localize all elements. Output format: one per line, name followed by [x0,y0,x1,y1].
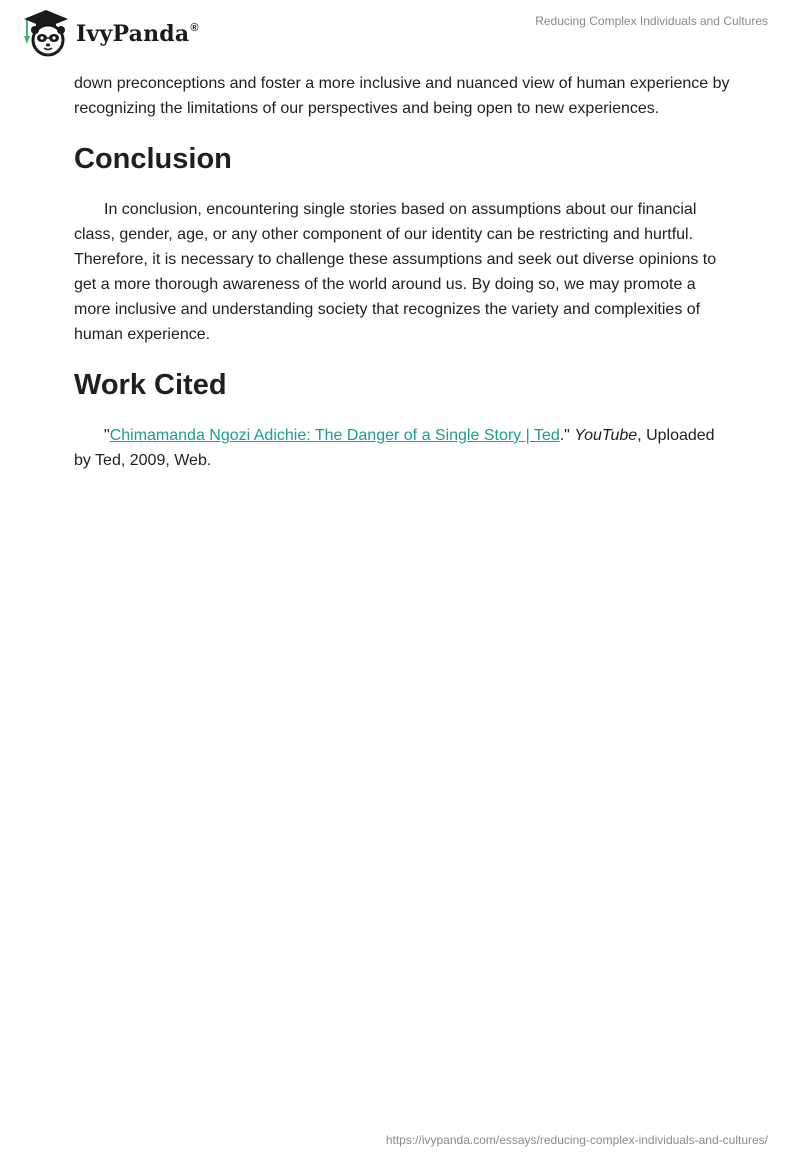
page-header [0,0,800,62]
panda-graduate-icon [16,8,76,58]
citation-link[interactable]: Chimamanda Ngozi Adichie: The Danger of a Single Story | Ted [109,427,560,444]
citation-close-quote: ." [559,427,575,444]
conclusion-paragraph: In conclusion, encountering single stories based on assumptions about our financial class, gender, age, or any other component of our identity can be restricting and hurtful. Therefore, it is necessary to challenge these assumptions and seek out diverse opinions to get a more thorough awareness of the world around us. By doing so, we may promote a more inclusive and understanding society that recognizes the variety and complexities of human experience. [74,201,717,343]
document-running-title: Reducing Complex Individuals and Cultures [535,14,768,28]
registered-mark: ® [190,22,199,34]
page-footer-url[interactable]: https://ivypanda.com/essays/reducing-complex-individuals-and-cultures/ [385,1133,768,1147]
conclusion-heading: Conclusion [74,143,232,175]
essay-content [74,71,734,473]
ivypanda-logo[interactable] [16,8,199,58]
citation-entry [74,423,734,473]
intro-paragraph: down preconceptions and foster a more inclusive and nuanced view of human experience by recognizing the limitations of our perspectives and being open to new experiences. [74,75,730,117]
citation-source: YouTube [574,427,638,444]
logo-wordmark: IvyPanda® [76,21,199,47]
citation-details: , Uploaded by Ted, 2009, Web. [74,427,715,469]
works-cited-heading: Work Cited [74,369,227,401]
citation-open-quote: " [104,427,110,444]
